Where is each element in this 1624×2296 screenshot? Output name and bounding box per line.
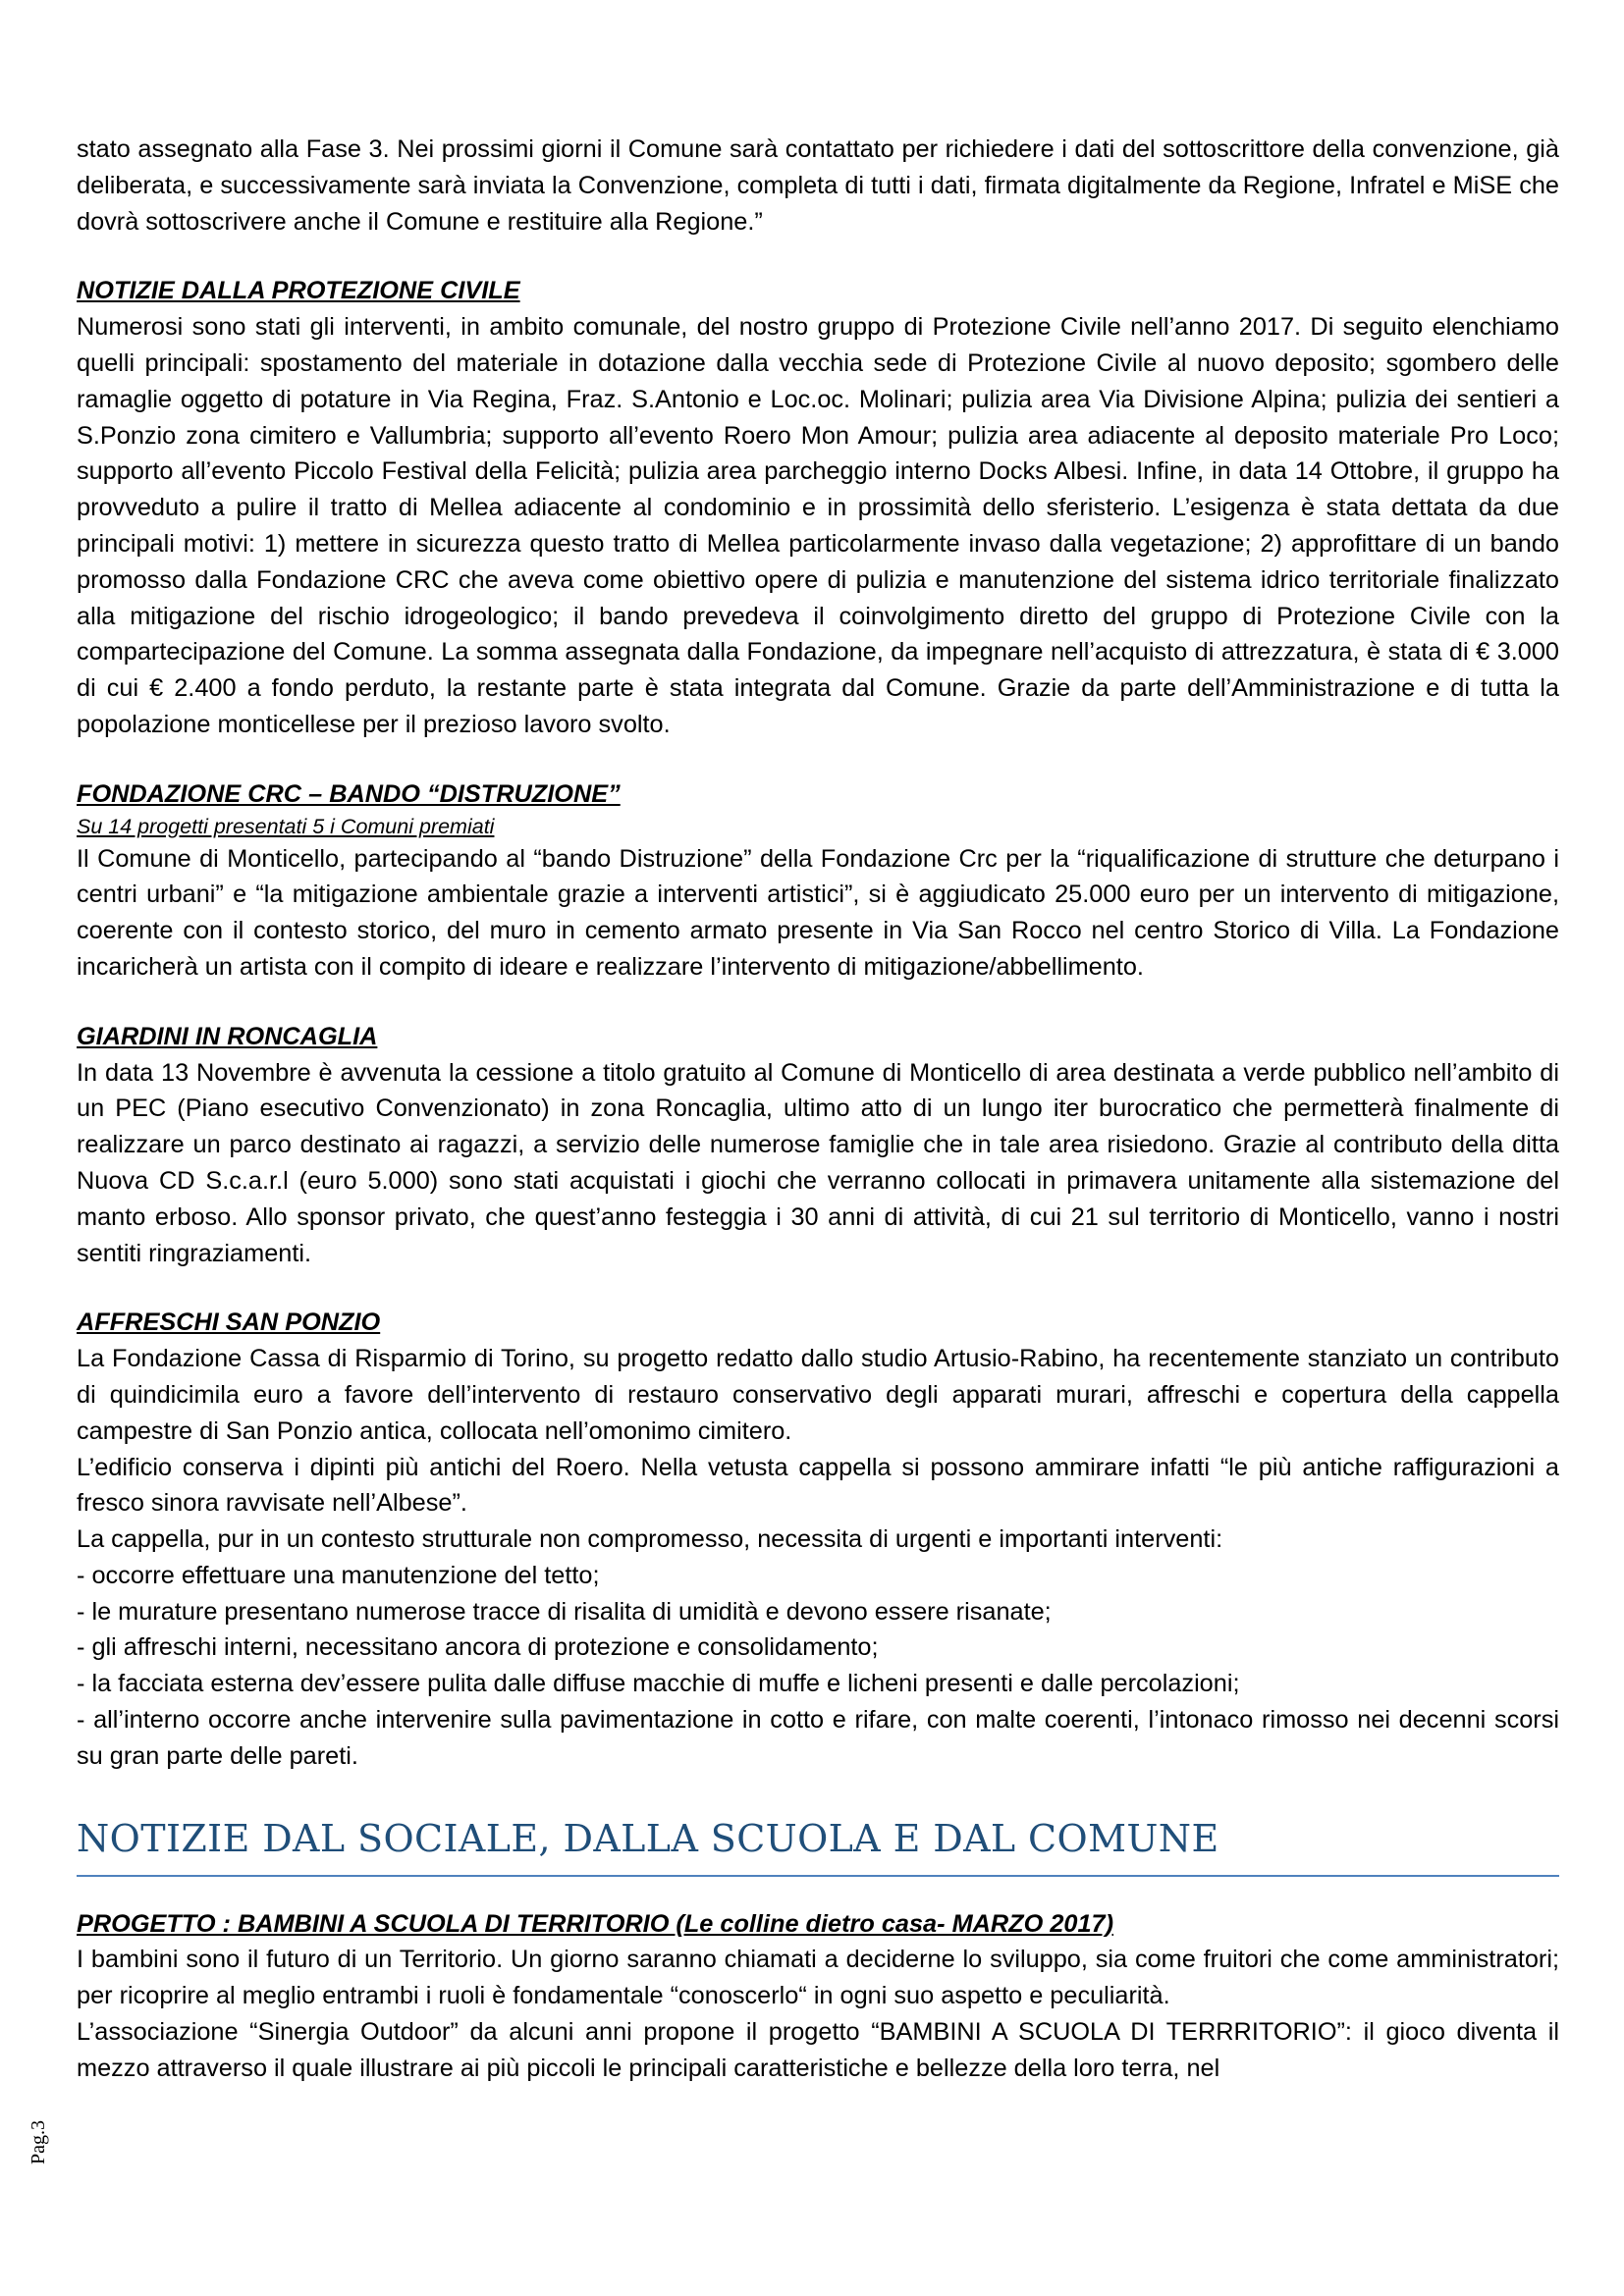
affreschi-list-item: - le murature presentano numerose tracce di risalita di umidità e devono essere risanate; bbox=[77, 1597, 1052, 1626]
intro-paragraph: stato assegnato alla Fase 3. Nei prossimi giorni il Comune sarà contattato per richiedere i dati del sottoscrittore della convenzione, già deliberata, e successivamente sarà inviata la Convenzione, completa di tutti i dati, firmata digitalmente da Regione, Infratel e MiSE che dovrà sottoscrivere anche il Comune e restituire alla Regione.” bbox=[77, 135, 1559, 236]
heading-fondazione-crc: FONDAZIONE CRC – BANDO “DISTRUZIONE” bbox=[77, 779, 621, 808]
heading-affreschi: AFFRESCHI SAN PONZIO bbox=[77, 1308, 381, 1337]
affreschi-paragraph-1: La Fondazione Cassa di Risparmio di Torino, su progetto redatto dallo studio Artusio-Rabino, ha recentemente stanziato un contributo di quindicimila euro a favore dell’intervento di restauro conservativo degli apparati murari, affreschi e copertura della cappella campestre di San Ponzio antica, collocata nell’omonimo cimitero. bbox=[77, 1345, 1559, 1445]
section-title: NOTIZIE DAL SOCIALE, DALLA SCUOLA E DAL COMUNE bbox=[77, 1808, 1559, 1877]
affreschi-list-item: - gli affreschi interni, necessitano ancora di protezione e consolidamento; bbox=[77, 1633, 879, 1662]
affreschi-paragraph-3: La cappella, pur in un contesto strutturale non compromesso, necessita di urgenti e importanti interventi: bbox=[77, 1525, 1223, 1554]
page-content bbox=[77, 132, 1559, 2087]
affreschi-list-item: - la facciata esterna dev’essere pulita dalle diffuse macchie di muffe e licheni presenti e dalle percolazioni; bbox=[77, 1670, 1240, 1698]
progetto-paragraph-1: I bambini sono il futuro di un Territorio. Un giorno saranno chiamati a deciderne lo sviluppo, sia come fruitori che come amministratori; per ricoprire al meglio entrambi i ruoli è fondamentale “conoscerlo“ in ogni suo aspetto e peculiarità. bbox=[77, 1946, 1559, 2010]
heading-protezione-civile: NOTIZIE DALLA PROTEZIONE CIVILE bbox=[77, 277, 520, 305]
progetto-paragraph-2: L’associazione “Sinergia Outdoor” da alcuni anni propone il progetto “BAMBINI A SCUOLA DI TERRRITORIO”: il gioco diventa il mezzo attraverso il quale illustrare ai più piccoli le principali caratteristiche e bellezze della loro terra, nel bbox=[77, 2018, 1559, 2082]
fondazione-crc-paragraph: Il Comune di Monticello, partecipando al “bando Distruzione” della Fondazione Crc per la “riqualificazione di strutture che deturpano i centri urbani” e “la mitigazione ambientale grazie a interventi artistici”, si è aggiudicato 25.000 euro per un intervento di mitigazione, coerente con il contesto storico, del muro in cemento armato presente in Via San Rocco nel centro Storico di Villa. La Fondazione incaricherà un artista con il compito di ideare e realizzare l’intervento di mitigazione/abbellimento. bbox=[77, 844, 1559, 981]
affreschi-list-item: - all’interno occorre anche intervenire sulla pavimentazione in cotto e rifare, con malte coerenti, l’intonaco rimosso nei decenni scorsi su gran parte delle pareti. bbox=[77, 1706, 1559, 1770]
protezione-civile-paragraph: Numerosi sono stati gli interventi, in ambito comunale, del nostro gruppo di Protezione Civile nell’anno 2017. Di seguito elenchiamo quelli principali: spostamento del materiale in dotazione dalla vecchia sede di Protezione Civile al nuovo deposito; sgombero delle ramaglie oggetto di potature in Via Regina, Fraz. S.Antonio e Loc.oc. Molinari; pulizia area Via Divisione Alpina; pulizia dei sentieri a S.Ponzio zona cimitero e Vallumbria; supporto all’evento Roero Mon Amour; pulizia area adiacente al deposito materiale Pro Loco; supporto all’evento Piccolo Festival della Felicità; pulizia area parcheggio interno Docks Albesi. Infine, in data 14 Ottobre, il gruppo ha provveduto a pulire il tratto di Mellea adiacente al condominio e in prossimità dello sferisterio. L’esigenza è stata dettata da due principali motivi: 1) mettere in sicurezza questo tratto di Mellea particolarmente invaso dalla vegetazione; 2) approfittare di un bando promosso dalla Fondazione CRC che aveva come obiettivo opere di pulizia e manutenzione del sistema idrico territoriale finalizzato alla mitigazione del rischio idrogeologico; il bando prevedeva il coinvolgimento diretto del gruppo di Protezione Civile con la compartecipazione del Comune. La somma assegnata dalla Fondazione, da impegnare nell’acquisto di attrezzatura, è stata di € 3.000 di cui € 2.400 a fondo perduto, la restante parte è stata integrata dal Comune. Grazie da parte dell’Amministrazione e di tutta la popolazione monticellese per il prezioso lavoro svolto. bbox=[77, 313, 1559, 738]
subheading-fondazione-crc: Su 14 progetti presentati 5 i Comuni premiati bbox=[77, 814, 495, 838]
heading-giardini: GIARDINI IN RONCAGLIA bbox=[77, 1022, 378, 1050]
affreschi-list-item: - occorre effettuare una manutenzione del tetto; bbox=[77, 1561, 600, 1589]
heading-progetto: PROGETTO : BAMBINI A SCUOLA DI TERRITORIO (Le colline dietro casa- MARZO 2017) bbox=[77, 1909, 1114, 1938]
page-number: Pag.3 bbox=[27, 2120, 49, 2164]
affreschi-paragraph-2: L’edificio conserva i dipinti più antichi del Roero. Nella vetusta cappella si possono ammirare infatti “le più antiche raffigurazioni a fresco sinora ravvisate nell’Albese”. bbox=[77, 1453, 1559, 1518]
giardini-paragraph: In data 13 Novembre è avvenuta la cessione a titolo gratuito al Comune di Monticello di area destinata a verde pubblico nell’ambito di un PEC (Piano esecutivo Convenzionato) in zona Roncaglia, ultimo atto di un lungo iter burocratico che permetterà finalmente di realizzare un parco destinato ai ragazzi, a servizio delle numerose famiglie che in tale area risiedono. Grazie al contributo della ditta Nuova CD S.c.a.r.l (euro 5.000) sono stati acquistati i giochi che verranno collocati in primavera unitamente alla sistemazione del manto erboso. Allo sponsor privato, che quest’anno festeggia i 30 anni di attività, di cui 21 sul territorio di Monticello, vanno i nostri sentiti ringraziamenti. bbox=[77, 1058, 1559, 1267]
